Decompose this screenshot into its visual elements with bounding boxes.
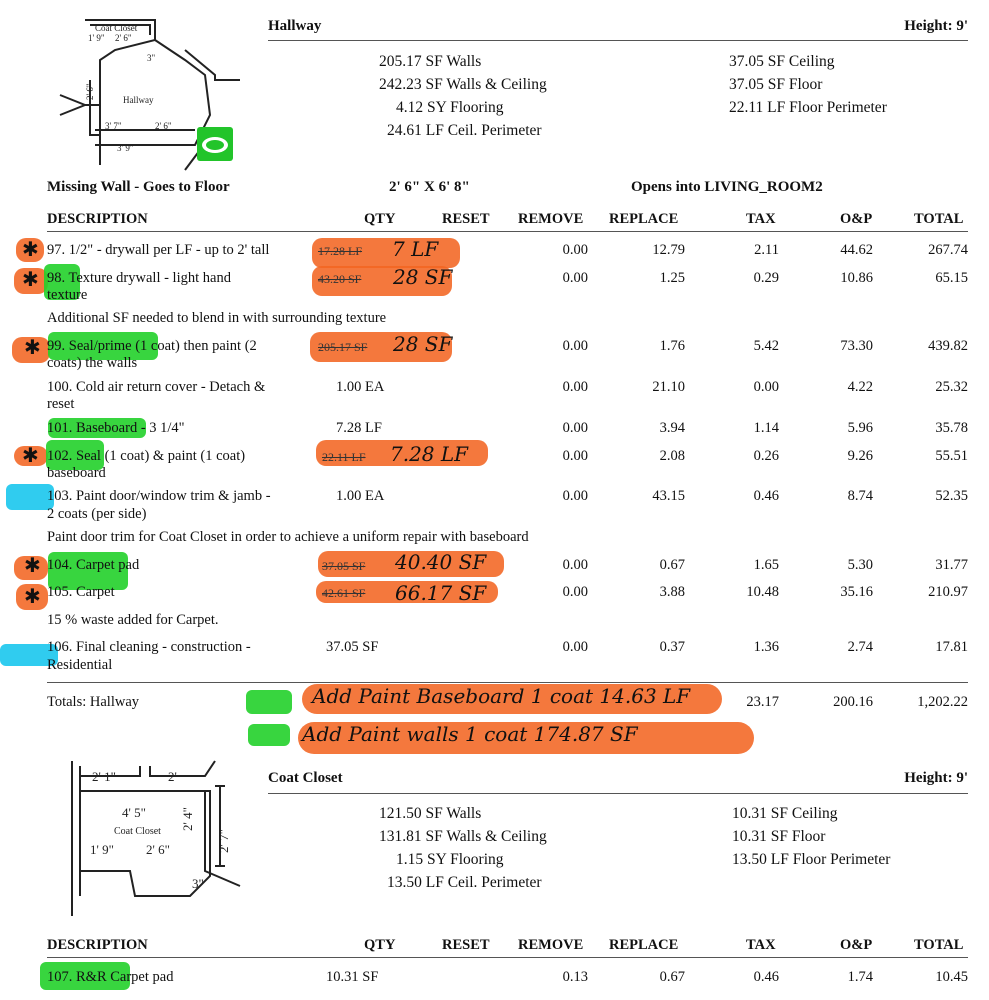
room-stats-left [370, 50, 547, 142]
item-replace: 1.76 [659, 338, 685, 354]
stat-line: 10.31 SF Floor [732, 828, 826, 845]
item-op: 10.86 [840, 270, 873, 286]
totals-rule [47, 682, 968, 683]
item-description: 104. Carpet pad [47, 557, 140, 573]
col-op: O&P [840, 211, 873, 227]
item-description-cont: Residential [47, 657, 113, 673]
handwritten-qty: 7 LF [392, 237, 439, 261]
item-replace: 3.88 [659, 584, 685, 600]
item-replace: 12.79 [652, 242, 685, 258]
stat-line: 37.05 SF Floor [729, 76, 823, 93]
item-tax: 1.36 [753, 639, 779, 655]
item-remove: 0.00 [562, 420, 588, 436]
col-remove: REMOVE [518, 937, 584, 953]
stat-line: 4.12 SY Flooring [396, 99, 504, 116]
item-replace: 43.15 [652, 488, 685, 504]
stat-line: 13.50 LF Ceil. Perimeter [387, 874, 542, 891]
item-tax: 2.11 [754, 242, 779, 258]
sketch-dim: 2' 6" [115, 33, 132, 43]
item-qty: 42.61 SF [322, 586, 366, 600]
room-stats-right [729, 50, 887, 119]
item-qty: 1.00 EA [336, 488, 385, 504]
item-total: 31.77 [935, 557, 968, 573]
col-remove: REMOVE [518, 211, 584, 227]
col-tax: TAX [746, 937, 776, 953]
item-qty: 7.28 LF [336, 420, 382, 436]
stat-line: 131.81 SF Walls & Ceiling [379, 828, 547, 845]
sketch-label-coat-closet: Coat Closet [95, 23, 138, 33]
sketch-dim: 4' 5" [122, 805, 146, 820]
item-op: 44.62 [840, 242, 873, 258]
item-qty: 17.28 LF [318, 244, 363, 258]
item-total: 439.82 [928, 338, 968, 354]
stat-line: 205.17 SF Walls [379, 53, 482, 70]
handwritten-note: Add Paint walls 1 coat 174.87 SF [302, 722, 638, 746]
item-op: 8.74 [847, 488, 873, 504]
item-total: 52.35 [935, 488, 968, 504]
handwritten-qty: 28 SF [393, 265, 453, 289]
stat-line: 121.50 SF Walls [379, 805, 482, 822]
item-description: 101. Baseboard - 3 1/4" [47, 420, 185, 436]
asterisk-mark: ✱ [24, 335, 41, 359]
item-total: 35.78 [935, 420, 968, 436]
sketch-dim: 1' 9" [88, 33, 105, 43]
item-replace: 3.94 [659, 420, 685, 436]
sketch-dim: 2' 7" [216, 829, 231, 853]
item-tax: 0.29 [753, 270, 779, 286]
column-header-rule [47, 231, 968, 232]
col-qty: QTY [364, 937, 396, 953]
item-description: 100. Cold air return cover - Detach & [47, 379, 266, 395]
stat-line: 10.31 SF Ceiling [732, 805, 838, 822]
item-total: 55.51 [935, 448, 968, 464]
header-rule [268, 40, 968, 41]
sketch-dim: 2' 4" [180, 807, 195, 831]
asterisk-mark: ✱ [24, 553, 41, 577]
item-note: Paint door trim for Coat Closet in order to achieve a uniform repair with baseboard [47, 529, 529, 545]
missing-wall-label: Missing Wall - Goes to Floor [47, 179, 230, 195]
totals-label: Totals: Hallway [47, 694, 140, 710]
col-total: TOTAL [914, 937, 964, 953]
col-qty: QTY [364, 211, 396, 227]
col-reset: RESET [442, 937, 490, 953]
item-description-cont: baseboard [47, 465, 106, 481]
stat-line: 22.11 LF Floor Perimeter [729, 99, 887, 116]
item-tax: 0.46 [753, 969, 779, 985]
sketch-dim: 3" [147, 53, 156, 63]
stat-line: 37.05 SF Ceiling [729, 53, 835, 70]
item-remove: 0.00 [562, 338, 588, 354]
item-replace: 0.67 [659, 557, 685, 573]
item-total: 25.32 [935, 379, 968, 395]
item-description: 102. Seal (1 coat) & paint (1 coat) [47, 448, 246, 464]
item-tax: 0.26 [753, 448, 779, 464]
item-tax: 0.00 [753, 379, 779, 395]
item-remove: 0.00 [562, 270, 588, 286]
item-replace: 21.10 [652, 379, 685, 395]
item-qty: 43.20 SF [318, 272, 362, 286]
asterisk-mark: ✱ [22, 267, 39, 291]
item-remove: 0.00 [562, 639, 588, 655]
item-remove: 0.13 [562, 969, 588, 985]
item-op: 5.30 [847, 557, 873, 573]
item-description: 97. 1/2" - drywall per LF - up to 2' tall [47, 242, 270, 258]
col-replace: REPLACE [609, 937, 679, 953]
item-op: 5.96 [847, 420, 873, 436]
room-stats-left [370, 802, 547, 894]
room-stats-right [732, 802, 890, 871]
item-qty: 205.17 SF [318, 340, 368, 354]
item-tax: 1.65 [753, 557, 779, 573]
totals-tax: 23.17 [746, 694, 779, 710]
coat-closet-sketch [60, 756, 250, 926]
item-remove: 0.00 [562, 448, 588, 464]
item-qty: 1.00 EA [336, 379, 385, 395]
col-op: O&P [840, 937, 873, 953]
green-highlight [246, 690, 292, 714]
item-description-cont: reset [47, 396, 75, 412]
item-op: 2.74 [847, 639, 873, 655]
item-qty: 37.05 SF [322, 559, 366, 573]
item-remove: 0.00 [562, 242, 588, 258]
item-replace: 0.37 [659, 639, 685, 655]
sketch-dim: 2' 6" [85, 83, 95, 100]
handwritten-qty: 7.28 LF [390, 442, 469, 466]
hallway-sketch [55, 5, 255, 175]
item-tax: 1.14 [753, 420, 779, 436]
missing-wall-opens: Opens into LIVING_ROOM2 [631, 179, 823, 195]
item-replace: 1.25 [659, 270, 685, 286]
handwritten-note: Add Paint Baseboard 1 coat 14.63 LF [312, 684, 691, 708]
sketch-dim: 2' 6" [146, 842, 170, 857]
stat-line: 242.23 SF Walls & Ceiling [379, 76, 547, 93]
column-header-rule [47, 957, 968, 958]
missing-wall-size: 2' 6" X 6' 8" [389, 179, 470, 195]
sketch-room-name: Hallway [123, 95, 154, 105]
item-qty: 37.05 SF [326, 639, 379, 655]
handwritten-qty: 40.40 SF [395, 550, 487, 574]
sketch-dim: 3' 7" [105, 121, 122, 131]
asterisk-mark: ✱ [22, 443, 39, 467]
item-op: 9.26 [847, 448, 873, 464]
item-description: 105. Carpet [47, 584, 115, 600]
asterisk-mark: ✱ [24, 584, 41, 608]
item-remove: 0.00 [562, 488, 588, 504]
sketch-dim: 2' 1" [92, 769, 116, 784]
col-description: DESCRIPTION [47, 937, 148, 953]
item-qty: 10.31 SF [326, 969, 379, 985]
item-total: 10.45 [935, 969, 968, 985]
item-replace: 2.08 [659, 448, 685, 464]
stat-line: 13.50 LF Floor Perimeter [732, 851, 891, 868]
item-description-cont: coats) the walls [47, 355, 138, 371]
item-remove: 0.00 [562, 379, 588, 395]
item-tax: 5.42 [753, 338, 779, 354]
item-total: 17.81 [935, 639, 968, 655]
col-description: DESCRIPTION [47, 211, 148, 227]
item-description-cont: texture [47, 287, 88, 303]
sketch-dim: 3" [192, 876, 204, 891]
item-replace: 0.67 [659, 969, 685, 985]
room-height: Height: 9' [904, 770, 968, 786]
item-description: 98. Texture drywall - light hand [47, 270, 231, 286]
asterisk-mark: ✱ [22, 237, 39, 261]
totals-op: 200.16 [833, 694, 873, 710]
sketch-dim: 1' 9" [90, 842, 114, 857]
item-qty: 22.11 LF [322, 450, 366, 464]
item-total: 267.74 [928, 242, 968, 258]
sketch-dim: 3' 9" [117, 143, 134, 153]
item-description: 107. R&R Carpet pad [47, 969, 174, 985]
handwritten-qty: 28 SF [393, 332, 453, 356]
item-description: 106. Final cleaning - construction - [47, 639, 251, 655]
item-total: 65.15 [935, 270, 968, 286]
item-note: 15 % waste added for Carpet. [47, 612, 219, 628]
col-reset: RESET [442, 211, 490, 227]
col-replace: REPLACE [609, 211, 679, 227]
sketch-room-name: Coat Closet [114, 826, 161, 837]
handwritten-qty: 66.17 SF [395, 581, 487, 605]
green-highlight [248, 724, 290, 746]
sketch-dim: 2' 6" [155, 121, 172, 131]
item-op: 35.16 [840, 584, 873, 600]
item-description-cont: 2 coats (per side) [47, 506, 147, 522]
totals-total: 1,202.22 [917, 694, 968, 710]
header-rule [268, 793, 968, 794]
item-remove: 0.00 [562, 557, 588, 573]
item-op: 73.30 [840, 338, 873, 354]
item-note: Additional SF needed to blend in with surrounding texture [47, 310, 387, 326]
room-title: Hallway [268, 18, 322, 34]
col-total: TOTAL [914, 211, 964, 227]
item-op: 4.22 [847, 379, 873, 395]
item-description: 99. Seal/prime (1 coat) then paint (2 [47, 338, 257, 354]
item-description: 103. Paint door/window trim & jamb - [47, 488, 271, 504]
item-tax: 0.46 [753, 488, 779, 504]
room-title: Coat Closet [268, 770, 343, 786]
stat-line: 1.15 SY Flooring [396, 851, 504, 868]
item-op: 1.74 [847, 969, 873, 985]
item-remove: 0.00 [562, 584, 588, 600]
col-tax: TAX [746, 211, 776, 227]
stat-line: 24.61 LF Ceil. Perimeter [387, 122, 542, 139]
item-tax: 10.48 [746, 584, 779, 600]
item-total: 210.97 [928, 584, 968, 600]
room-height: Height: 9' [904, 18, 968, 34]
sketch-dim: 2' [168, 769, 177, 784]
